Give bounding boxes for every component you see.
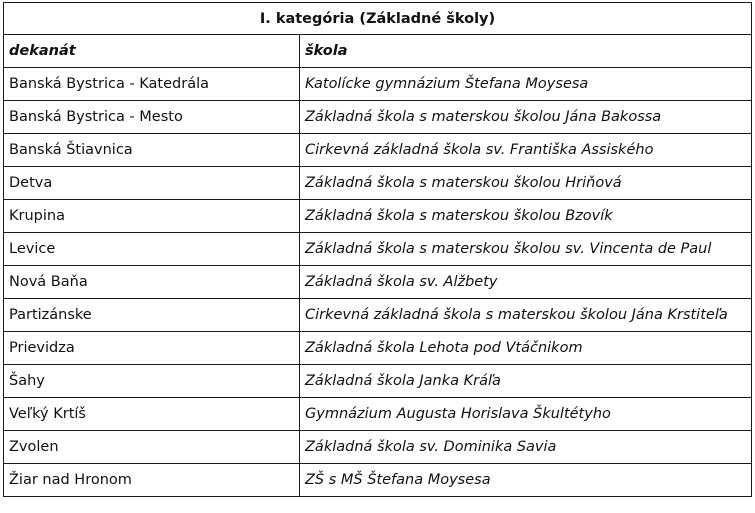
table-row (4, 167, 752, 200)
skola-cell: Katolícke gymnázium Štefana Moysesa (300, 68, 752, 101)
dekanat-cell: Banská Bystrica - Katedrála (4, 68, 300, 101)
skola-cell: Základná škola s materskou školou Bzovík (300, 200, 752, 233)
skola-cell: Základná škola s materskou školou Hriňová (300, 167, 752, 200)
skola-cell: Cirkevná základná škola s materskou školou Jána Krstiteľa (300, 299, 752, 332)
column-header-skola: škola (300, 35, 752, 68)
dekanat-cell: Detva (4, 167, 300, 200)
dekanat-cell: Veľký Krtíš (4, 398, 300, 431)
skola-cell: Základná škola Janka Kráľa (300, 365, 752, 398)
table-row (4, 134, 752, 167)
dekanat-cell: Levice (4, 233, 300, 266)
column-header-dekanat: dekanát (4, 35, 300, 68)
dekanat-cell: Partizánske (4, 299, 300, 332)
dekanat-cell: Šahy (4, 365, 300, 398)
skola-cell: Gymnázium Augusta Horislava Škultétyho (300, 398, 752, 431)
dekanat-cell: Banská Bystrica - Mesto (4, 101, 300, 134)
skola-cell: Základná škola sv. Dominika Savia (300, 431, 752, 464)
table-row (4, 398, 752, 431)
skola-cell: ZŠ s MŠ Štefana Moysesa (300, 464, 752, 497)
skola-cell: Základná škola sv. Alžbety (300, 266, 752, 299)
skola-cell: Základná škola s materskou školou sv. Vincenta de Paul (300, 233, 752, 266)
table-title-row (4, 3, 752, 35)
table-row (4, 431, 752, 464)
table-row (4, 332, 752, 365)
table-row (4, 68, 752, 101)
dekanat-cell: Nová Baňa (4, 266, 300, 299)
skola-cell: Cirkevná základná škola sv. Františka Assiského (300, 134, 752, 167)
dekanat-cell: Banská Štiavnica (4, 134, 300, 167)
table-row (4, 233, 752, 266)
skola-cell: Základná škola s materskou školou Jána Bakossa (300, 101, 752, 134)
dekanat-cell: Krupina (4, 200, 300, 233)
dekanat-cell: Žiar nad Hronom (4, 464, 300, 497)
dekanat-cell: Zvolen (4, 431, 300, 464)
table-title: I. kategória (Základné školy) (4, 3, 752, 35)
table-header-row (4, 35, 752, 68)
table-row (4, 101, 752, 134)
table-row (4, 299, 752, 332)
schools-table (3, 2, 752, 497)
table-row (4, 365, 752, 398)
table-row (4, 266, 752, 299)
skola-cell: Základná škola Lehota pod Vtáčnikom (300, 332, 752, 365)
table-row (4, 200, 752, 233)
table-row (4, 464, 752, 497)
dekanat-cell: Prievidza (4, 332, 300, 365)
